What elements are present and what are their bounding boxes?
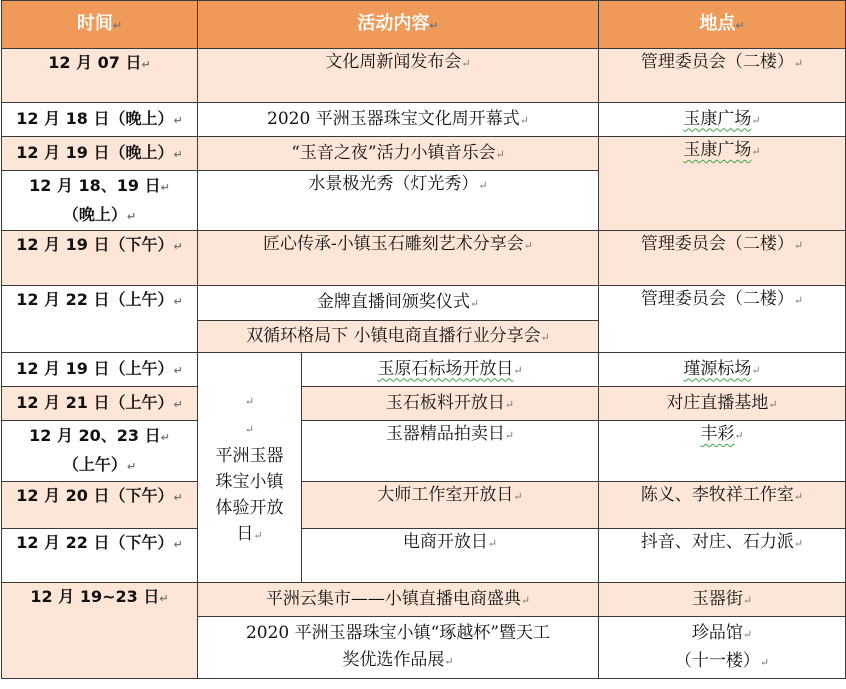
place-cell: 管理委员会（二楼）↵ xyxy=(599,49,846,103)
activity-cell: 平洲云集市——小镇直播电商盛典↵ xyxy=(198,583,599,617)
place-cell: 对庄直播基地↵ xyxy=(599,387,846,421)
place-cell: 抖音、对庄、石力派↵ xyxy=(599,529,846,583)
experience-day-label: ↵ ↵ 平洲玉器 珠宝小镇 体验开放 日↵ xyxy=(198,353,302,583)
time-cell: 12 月 20 日（下午）↵ xyxy=(2,482,198,529)
header-time: 时间↵ xyxy=(2,1,198,49)
activity-cell: 玉原石标场开放日↵ xyxy=(302,353,599,387)
activity-cell: 水景极光秀（灯光秀）↵ xyxy=(198,171,599,231)
place-cell: 玉器街↵ xyxy=(599,583,846,617)
activity-cell: 金牌直播间颁奖仪式↵ xyxy=(198,286,599,321)
table-row xyxy=(2,387,846,421)
place-cell: 珍品馆↵ （十一楼）↵ xyxy=(599,617,846,679)
table-row xyxy=(2,529,846,583)
activity-cell: 2020 平洲玉器珠宝文化周开幕式↵ xyxy=(198,103,599,137)
activity-cell: 2020 平洲玉器珠宝小镇“琢越杯”暨天工 奖优选作品展↵ xyxy=(198,617,599,679)
time-cell: 12 月 18、19 日↵ （晚上）↵ xyxy=(2,171,198,231)
table-row xyxy=(2,103,846,137)
table-row xyxy=(2,49,846,103)
activity-cell: 玉器精品拍卖日↵ xyxy=(302,421,599,482)
place-cell: 玉康广场↵ xyxy=(599,103,846,137)
table-row xyxy=(2,421,846,482)
time-cell: 12 月 22 日（下午）↵ xyxy=(2,529,198,583)
event-schedule-table xyxy=(1,0,846,679)
place-cell: 管理委员会（二楼）↵ xyxy=(599,286,846,353)
table-row xyxy=(2,231,846,286)
header-place: 地点↵ xyxy=(599,1,846,49)
place-cell: 瑾源标场↵ xyxy=(599,353,846,387)
header-row xyxy=(2,1,846,49)
activity-cell: 电商开放日↵ xyxy=(302,529,599,583)
time-cell: 12 月 19~23 日↵ xyxy=(2,583,198,679)
place-cell: 管理委员会（二楼）↵ xyxy=(599,231,846,286)
activity-cell: 匠心传承-小镇玉石雕刻艺术分享会↵ xyxy=(198,231,599,286)
activity-cell: 玉石板料开放日↵ xyxy=(302,387,599,421)
time-cell: 12 月 21 日（上午）↵ xyxy=(2,387,198,421)
place-cell: 玉康广场↵ xyxy=(599,137,846,231)
time-cell: 12 月 20、23 日↵ （上午）↵ xyxy=(2,421,198,482)
time-cell: 12 月 18 日（晚上）↵ xyxy=(2,103,198,137)
time-cell: 12 月 19 日（上午）↵ xyxy=(2,353,198,387)
time-cell: 12 月 22 日（上午）↵ xyxy=(2,286,198,353)
time-cell: 12 月 19 日（下午）↵ xyxy=(2,231,198,286)
activity-cell: 双循环格局下 小镇电商直播行业分享会↵ xyxy=(198,321,599,353)
activity-cell: 大师工作室开放日↵ xyxy=(302,482,599,529)
place-cell: 陈义、李牧祥工作室↵ xyxy=(599,482,846,529)
place-cell: 丰彩↵ xyxy=(599,421,846,482)
activity-cell: 文化周新闻发布会↵ xyxy=(198,49,599,103)
table-row xyxy=(2,583,846,617)
time-cell: 12 月 19 日（晚上）↵ xyxy=(2,137,198,171)
table-row xyxy=(2,286,846,321)
activity-cell: “玉音之夜”活力小镇音乐会↵ xyxy=(198,137,599,171)
header-activity: 活动内容↵ xyxy=(198,1,599,49)
time-cell: 12 月 07 日↵ xyxy=(2,49,198,103)
table-row xyxy=(2,482,846,529)
table-row xyxy=(2,137,846,171)
table-row xyxy=(2,353,846,387)
